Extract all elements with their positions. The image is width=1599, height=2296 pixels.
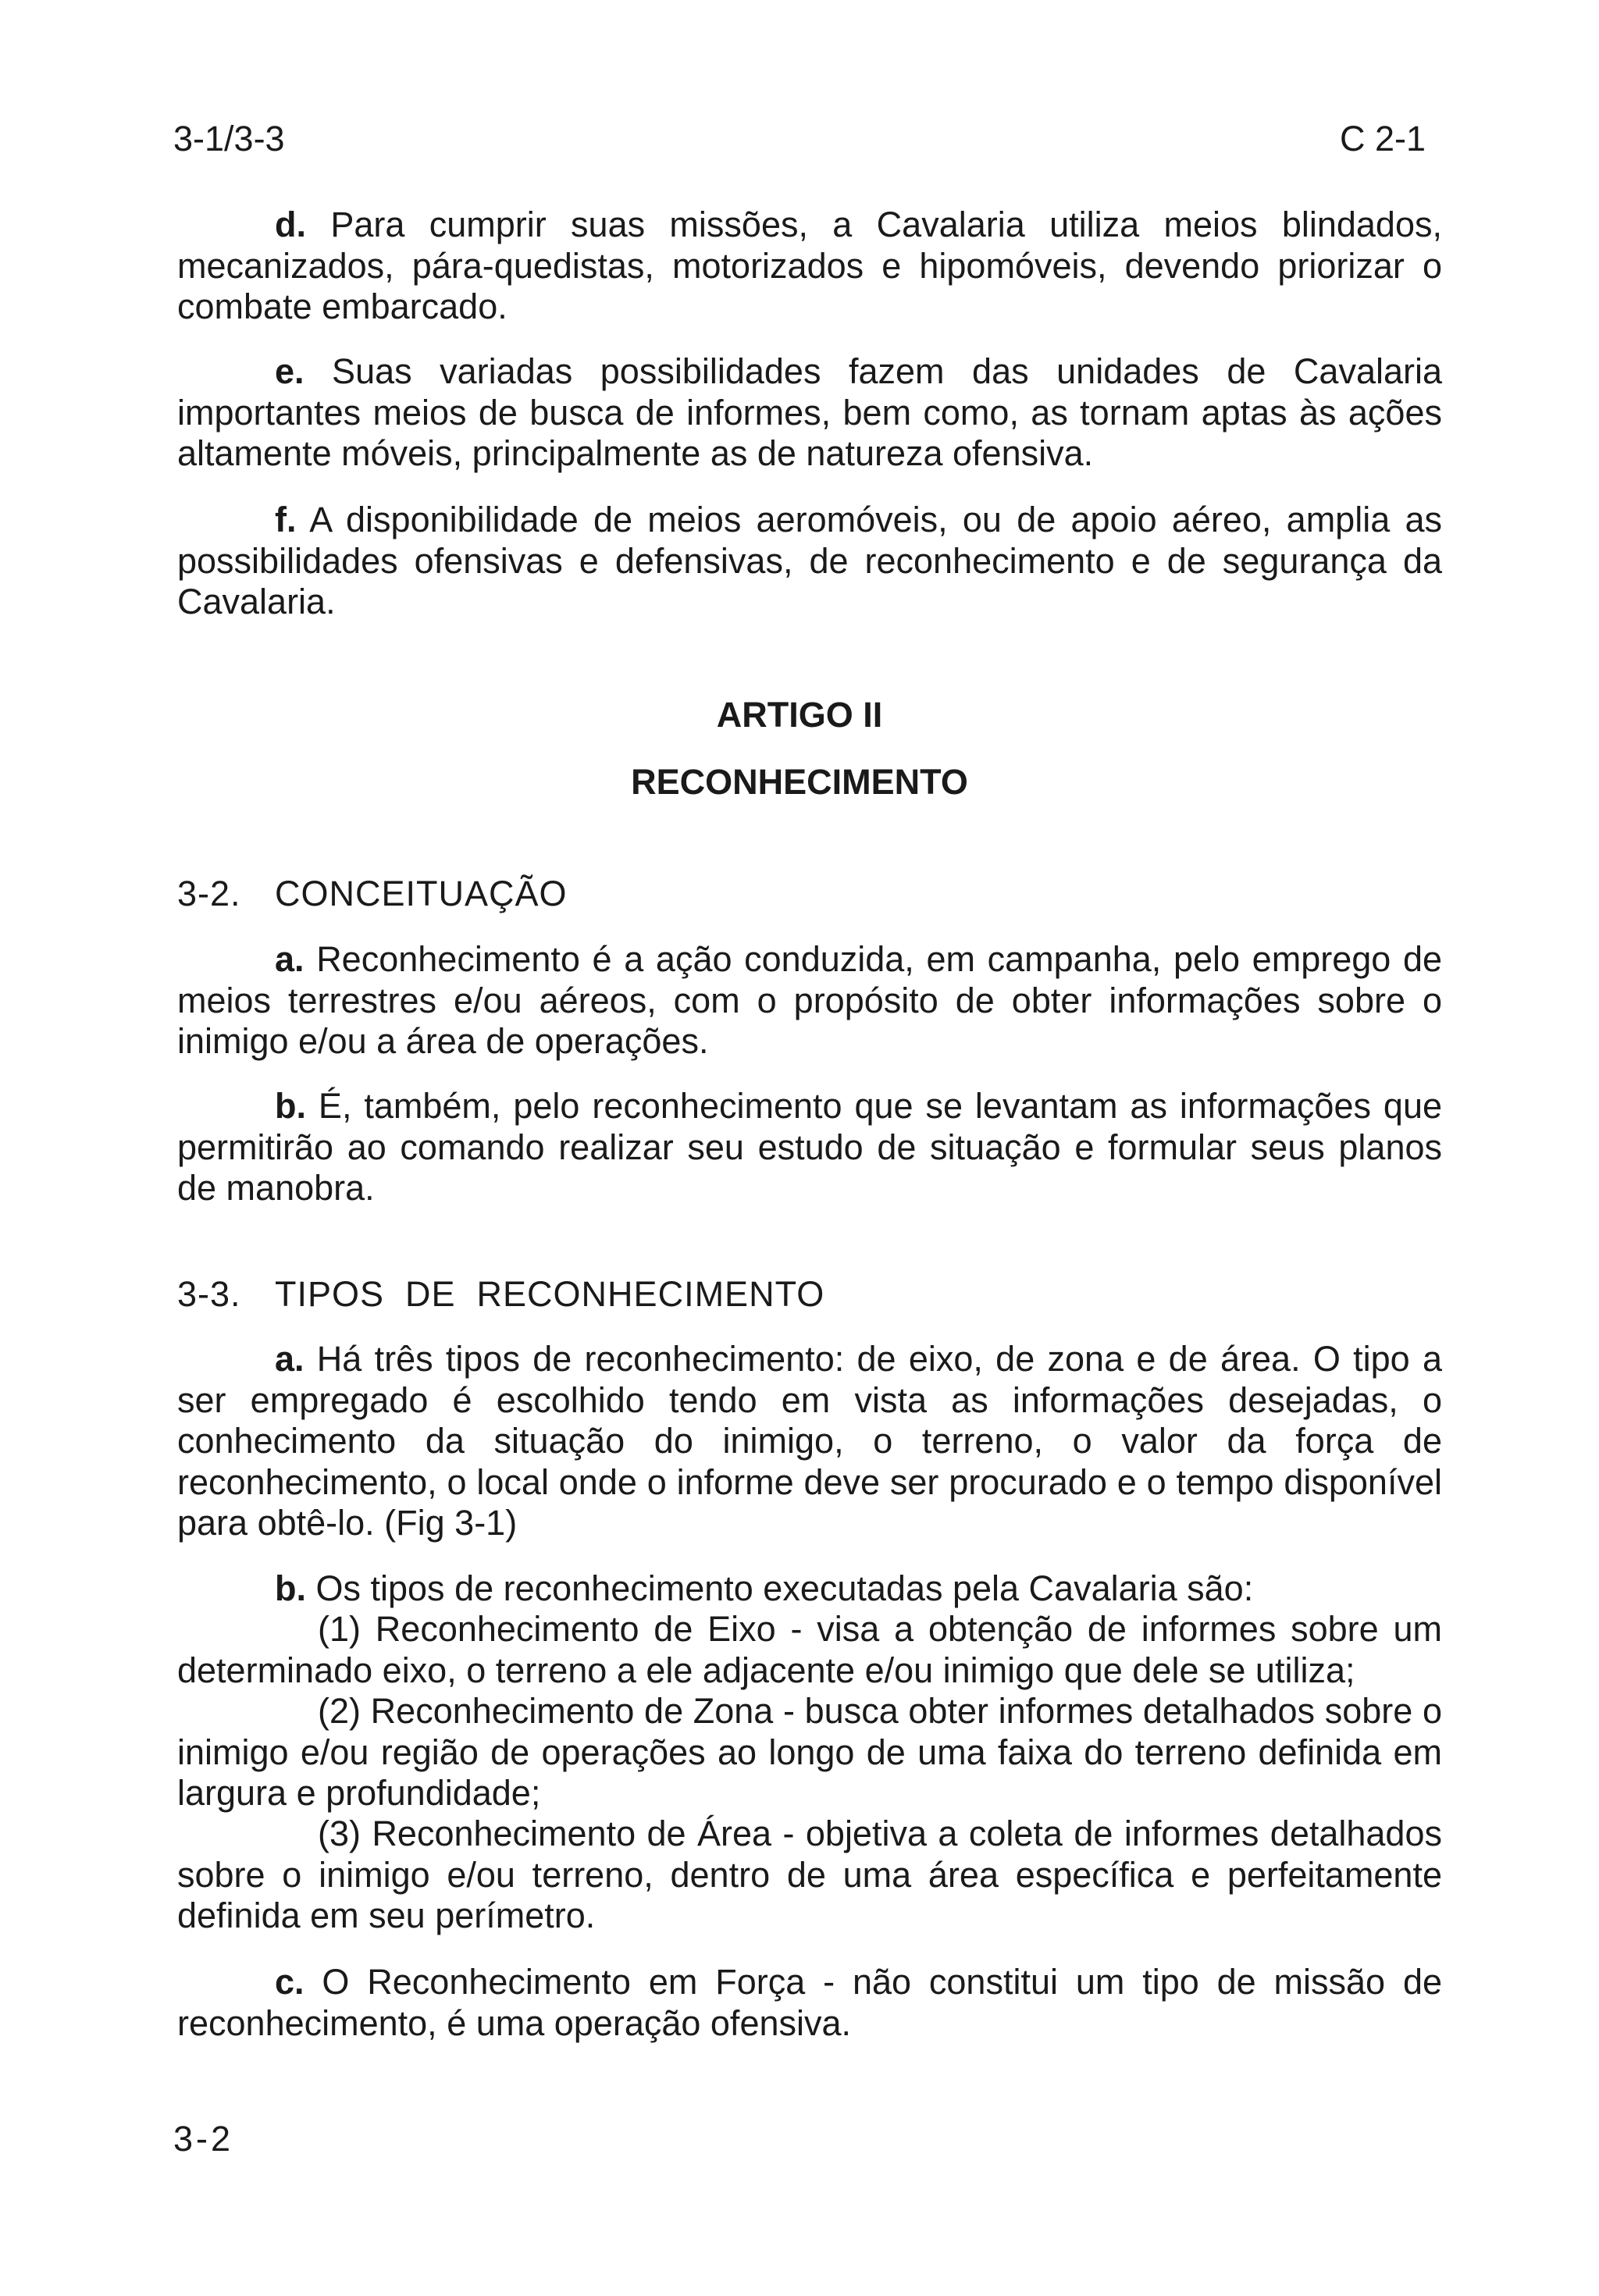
list-item-axis-recon: (1) Reconhecimento de Eixo - visa a obtenção de informes sobre um determinado eixo, o terreno a ele adjacente e/ou inimigo que dele se utiliza; (177, 1609, 1442, 1690)
paragraph-text: Suas variadas possibilidades fazem das unidades de Cavalaria importantes meios de busca de informes, bem como, as tornam aptas às ações altamente móveis, principalmente as de natureza ofensiva. (177, 351, 1442, 473)
list-item-zone-recon: (2) Reconhecimento de Zona - busca obter informes detalhados sobre o inimigo e/ou região de operações ao longo de uma faixa do terreno definida em largura e profundidade; (177, 1691, 1442, 1813)
paragraph-label: e. (275, 351, 304, 391)
paragraph-label: f. (275, 500, 297, 539)
paragraph-text: Reconhecimento é a ação conduzida, em campanha, pelo emprego de meios terrestres e/ou aéreos, com o propósito de obter informações sobre o inimigo e/ou a área de operações. (177, 939, 1442, 1061)
header-section-range: 3-1/3-3 (173, 119, 285, 158)
section-title: CONCEITUAÇÃO (275, 874, 568, 913)
paragraph-3-3-b (177, 1568, 1442, 1610)
paragraph-text: Para cumprir suas missões, a Cavalaria utiliza meios blindados, mecanizados, pára-quedistas, motorizados e hipomóveis, devendo priorizar o combate embarcado. (177, 205, 1442, 326)
paragraph-text: Há três tipos de reconhecimento: de eixo, de zona e de área. O tipo a ser empregado é escolhido tendo em vista as informações desejadas, o conhecimento da situação do inimigo, o terreno, o valor da força de reconhecimento, o local onde o informe deve ser procurado e o tempo disponível para obtê-lo. (Fig 3-1) (177, 1339, 1442, 1543)
paragraph-f (177, 500, 1442, 623)
paragraph-label: c. (275, 1962, 304, 2002)
section-title: TIPOS DE RECONHECIMENTO (275, 1274, 825, 1314)
paragraph-label: b. (275, 1086, 306, 1126)
paragraph-label: a. (275, 939, 304, 979)
paragraph-d (177, 205, 1442, 328)
article-number: ARTIGO II (716, 695, 883, 735)
paragraph-e (177, 351, 1442, 475)
section-number: 3-3. (177, 1274, 241, 1314)
paragraph-3-3-a (177, 1339, 1442, 1544)
header-manual-code: C 2-1 (1339, 119, 1426, 158)
paragraph-3-2-b (177, 1086, 1442, 1209)
paragraph-text: É, também, pelo reconhecimento que se levantam as informações que permitirão ao comando realizar seu estudo de situação e formular seus planos de manobra. (177, 1086, 1442, 1208)
section-number: 3-2. (177, 874, 241, 913)
paragraph-label: a. (275, 1339, 304, 1379)
article-title: RECONHECIMENTO (631, 762, 968, 802)
paragraph-label: b. (275, 1568, 306, 1608)
section-heading-3-2 (177, 872, 568, 916)
paragraph-3-3-c (177, 1962, 1442, 2044)
paragraph-label: d. (275, 205, 306, 244)
page-number: 3-2 (173, 2119, 234, 2159)
section-heading-3-3 (177, 1273, 824, 1316)
paragraph-text: Os tipos de reconhecimento executadas pela Cavalaria são: (306, 1568, 1254, 1608)
paragraph-text: A disponibilidade de meios aeromóveis, ou de apoio aéreo, amplia as possibilidades ofensivas e defensivas, de reconhecimento e de segurança da Cavalaria. (177, 500, 1442, 621)
list-item-area-recon: (3) Reconhecimento de Área - objetiva a coleta de informes detalhados sobre o inimigo e/ou terreno, dentro de uma área específica e perfeitamente definida em seu perímetro. (177, 1814, 1442, 1935)
paragraph-text: O Reconhecimento em Força - não constitui um tipo de missão de reconhecimento, é uma operação ofensiva. (177, 1962, 1442, 2043)
paragraph-3-2-a (177, 939, 1442, 1063)
